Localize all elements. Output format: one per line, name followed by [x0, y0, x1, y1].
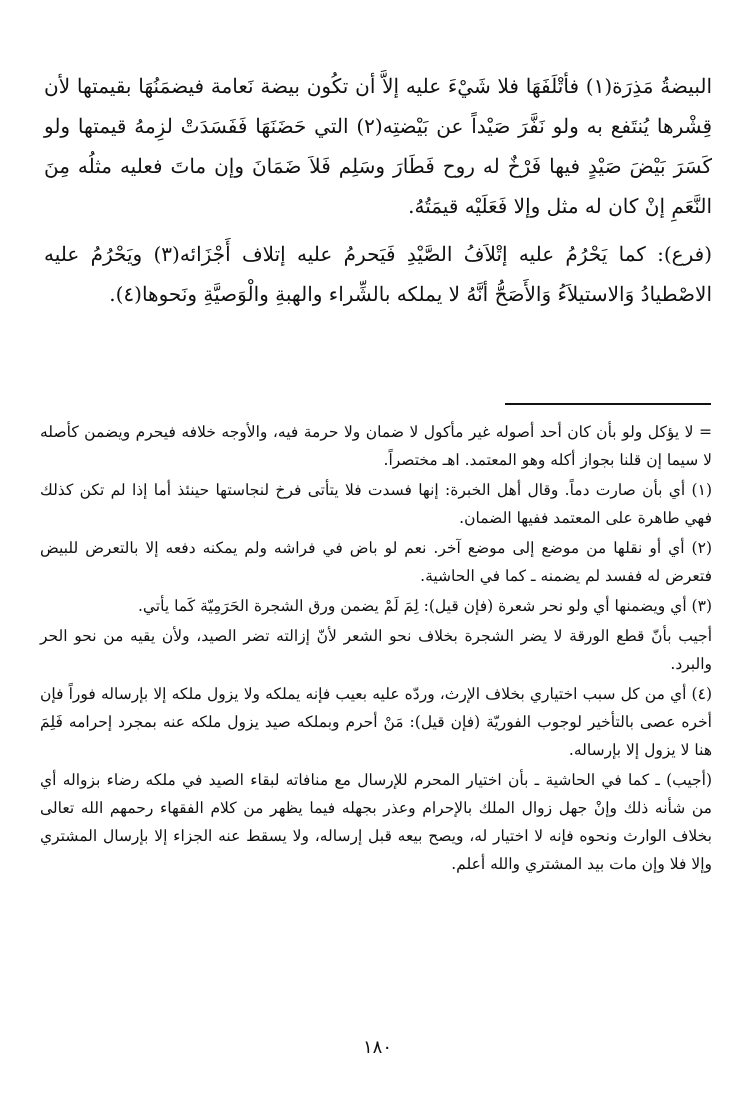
footnote-continuation: = لا يؤكل ولو بأن كان أحد أصوله غير مأكول لا ضمان ولا حرمة فيه، والأوجه خلافه فيحرم ويضمن كأصله لا سيما إن قلنا بجواز أكله وهو المعتمد. اهـ مختصراً.	[40, 423, 712, 469]
footnote-4: (٤) أي من كل سبب اختياري بخلاف الإرث، وردّه عليه بعيب فإنه يملكه ولا يزول ملكه إلا بإرساله فوراً فإن أخره عصى بالتأخير لوجوب الفوريّة (فإن قيل): مَنْ أحرم وبملكه صيد يزول ملكه عنه بمجرد إحرامه فَلِمَ هنا لا يزول إلا بإرساله.	[40, 685, 712, 759]
main-paragraph-branch: (فرع): كما يَحْرُمُ عليه إتْلاَفُ الصَّيْدِ فَيَحرمُ عليه إتلاف أَجْزَائه(٣) ويَحْرُمُ عليه الاصْطيادُ وَالاستيلاَءُ وَالأَصَحُّ أنَّهُ لا يملكه بالشِّراء والهبةِ والْوَصيَّةِ ونَحوها(٤).	[44, 242, 712, 306]
footnote-4-answer: (أجيب) ـ كما في الحاشية ـ بأن اختيار المحرم للإرسال مع منافاته لبقاء الصيد في ملكه رضاء بزواله أي من شأنه ذلك وإنْ جهل زوال الملك بالإحرام وعذر بجهله فيما يظهر من كلام الفقهاء رحمهم الله تعالى بخلاف الوارث ونحوه فإنه لا اختيار له، ويصح بيعه قبل إرساله، ولا يسقط عنه الجزاء إلا بإرسال المشتري وإلا فلا وإن مات بيد المشتري والله أعلم.	[40, 771, 712, 873]
footnote-3-answer: أجيب بأنّ قطع الورقة لا يضر الشجرة بخلاف نحو الشعر لأنّ إزالته تضر الصيد، ولأن يقيه من نحو الحر والبرد.	[40, 627, 712, 673]
footnote-3: (٣) أي ويضمنها أي ولو نحر شعرة (فإن قيل): لِمَ لَمْ يضمن ورق الشجرة الحَرَمِيّة كَما يأتي.	[137, 597, 712, 615]
footnote-2: (٢) أي أو نقلها من موضع إلى موضع آخر. نعم لو باض في فراشه ولم يمكنه دفعه إلا بالتعرض للبيض فتعرض له ففسد لم يضمنه ـ كما في الحاشية.	[40, 539, 712, 585]
footnote-1: (١) أي بأن صارت دماً. وقال أهل الخبرة: إنها فسدت فلا يتأتى فرخ لنجاستها حينئذ أما إذا لم تكن كذلك فهي طاهرة على المعتمد ففيها الضمان.	[40, 481, 712, 527]
main-text-body	[44, 66, 712, 314]
main-paragraph-egg: البيضةُ مَذِرَة(١) فأتْلَفَهَا فلا شَيْءَ عليه إلاَّ أن تكُون بيضة نَعامة فيضمَنُهَا بقيمتها لأن قِشْرها يُنتَفع به ولو نَفَّرَ صَيْداً عن بَيْضتِه(٢) التي حَضَنَهَا فَفَسَدَتْ لزِمهُ قيمتها ولو كَسَرَ بَيْضَ صَيْدٍ فيها فَرْخٌ له روح فَطَارَ وسَلِم فَلاَ ضَمَانَ وإن ماتَ فعليه مثلُه مِنَ النَّعَمِ إنْ كان له مثل وإلا فَعَلَيْه قيمَتُهُ.	[44, 74, 713, 218]
footnote-separator-rule	[505, 403, 711, 405]
footnotes-section	[40, 418, 712, 878]
page-number: ١٨٠	[362, 1037, 392, 1058]
